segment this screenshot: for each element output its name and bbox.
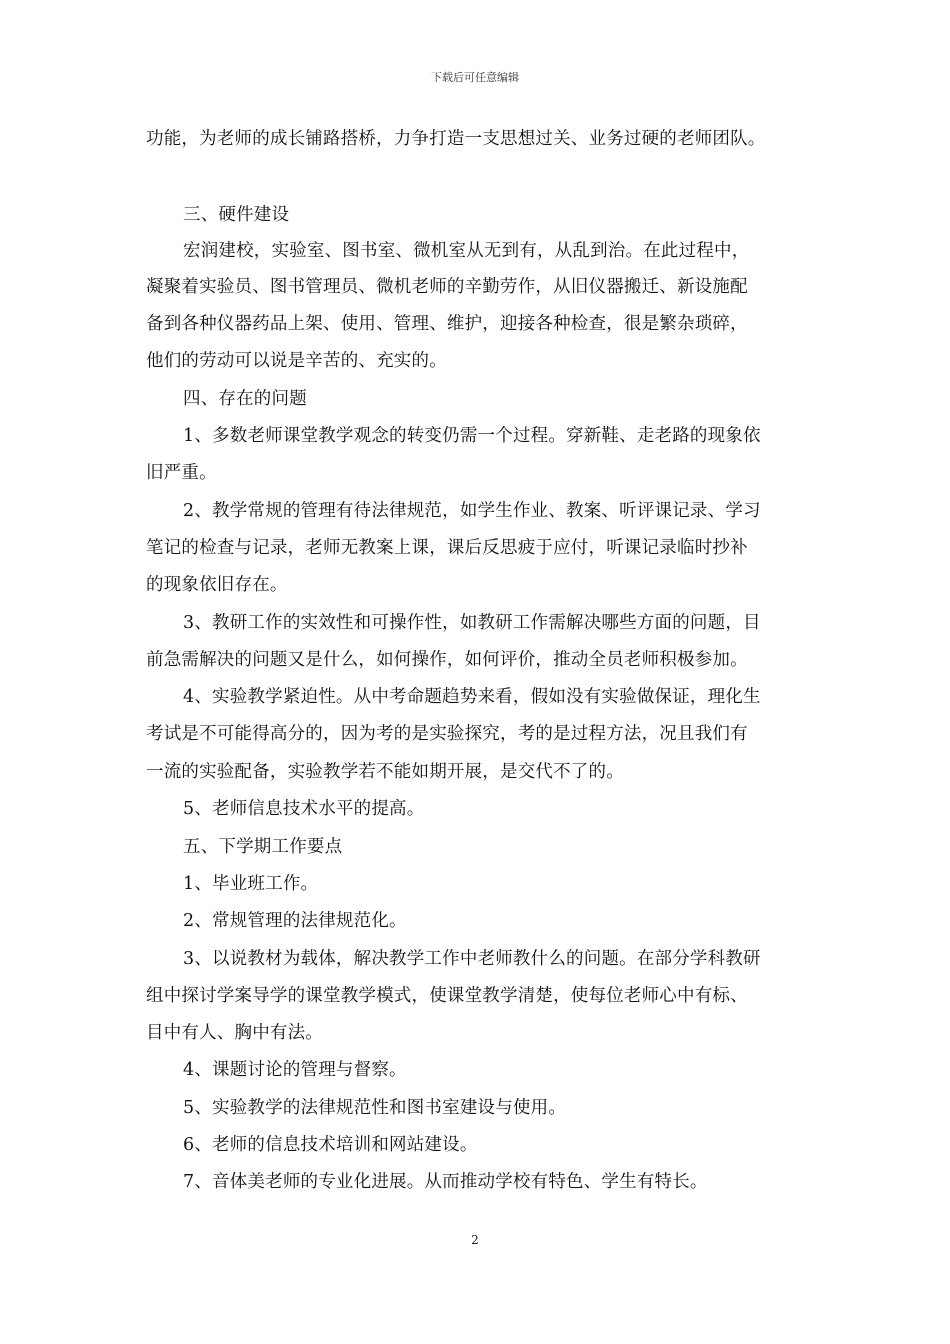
body-line: 4、实验教学紧迫性。从中考命题趋势来看，假如没有实验做保证，理化生 [183,687,761,707]
section-heading: 五、下学期工作要点 [183,837,343,857]
body-line: 宏润建校，实验室、图书室、微机室从无到有，从乱到治。在此过程中， [183,241,750,261]
section-heading: 四、存在的问题 [183,389,307,409]
body-line: 4、课题讨论的管理与督察。 [183,1060,407,1080]
body-line: 旧严重。 [146,463,217,483]
body-line: 1、毕业班工作。 [183,874,319,894]
body-line: 功能，为老师的成长铺路搭桥，力争打造一支思想过关、业务过硬的老师团队。 [146,129,766,149]
body-line: 备到各种仪器药品上架、使用、管理、维护，迎接各种检查，很是繁杂琐碎， [146,314,748,334]
body-line: 他们的劳动可以说是辛苦的、充实的。 [146,351,447,371]
body-line: 5、老师信息技术水平的提高。 [183,799,425,819]
body-line: 考试是不可能得高分的，因为考的是实验探究，考的是过程方法，况且我们有 [146,724,748,744]
body-line: 3、以说教材为载体，解决教学工作中老师教什么的问题。在部分学科教研 [183,949,761,969]
section-heading: 三、硬件建设 [183,205,290,225]
body-line: 的现象依旧存在。 [146,575,288,595]
body-line: 一流的实验配备，实验教学若不能如期开展，是交代不了的。 [146,762,624,782]
body-line: 1、多数老师课堂教学观念的转变仍需一个过程。穿新鞋、走老路的现象依 [183,426,761,446]
page-number: 2 [471,1233,479,1247]
body-line: 目中有人、胸中有法。 [146,1023,323,1043]
page-header: 下载后可任意编辑 [431,71,519,84]
body-line: 6、老师的信息技术培训和网站建设。 [183,1135,478,1155]
body-line: 3、教研工作的实效性和可操作性，如教研工作需解决哪些方面的问题，目 [183,613,761,633]
body-line: 7、音体美老师的专业化进展。从而推动学校有特色、学生有特长。 [183,1172,708,1192]
body-line: 前急需解决的问题又是什么，如何操作，如何评价，推动全员老师积极参加。 [146,650,748,670]
body-line: 笔记的检查与记录，老师无教案上课，课后反思疲于应付，听课记录临时抄补 [146,538,748,558]
body-line: 2、常规管理的法律规范化。 [183,911,407,931]
body-line: 5、实验教学的法律规范性和图书室建设与使用。 [183,1098,567,1118]
body-line: 组中探讨学案导学的课堂教学模式，使课堂教学清楚，使每位老师心中有标、 [146,986,748,1006]
body-line: 凝聚着实验员、图书管理员、微机老师的辛勤劳作，从旧仪器搬迁、新设施配 [146,277,748,297]
body-line: 2、教学常规的管理有待法律规范，如学生作业、教案、听评课记录、学习 [183,501,761,521]
